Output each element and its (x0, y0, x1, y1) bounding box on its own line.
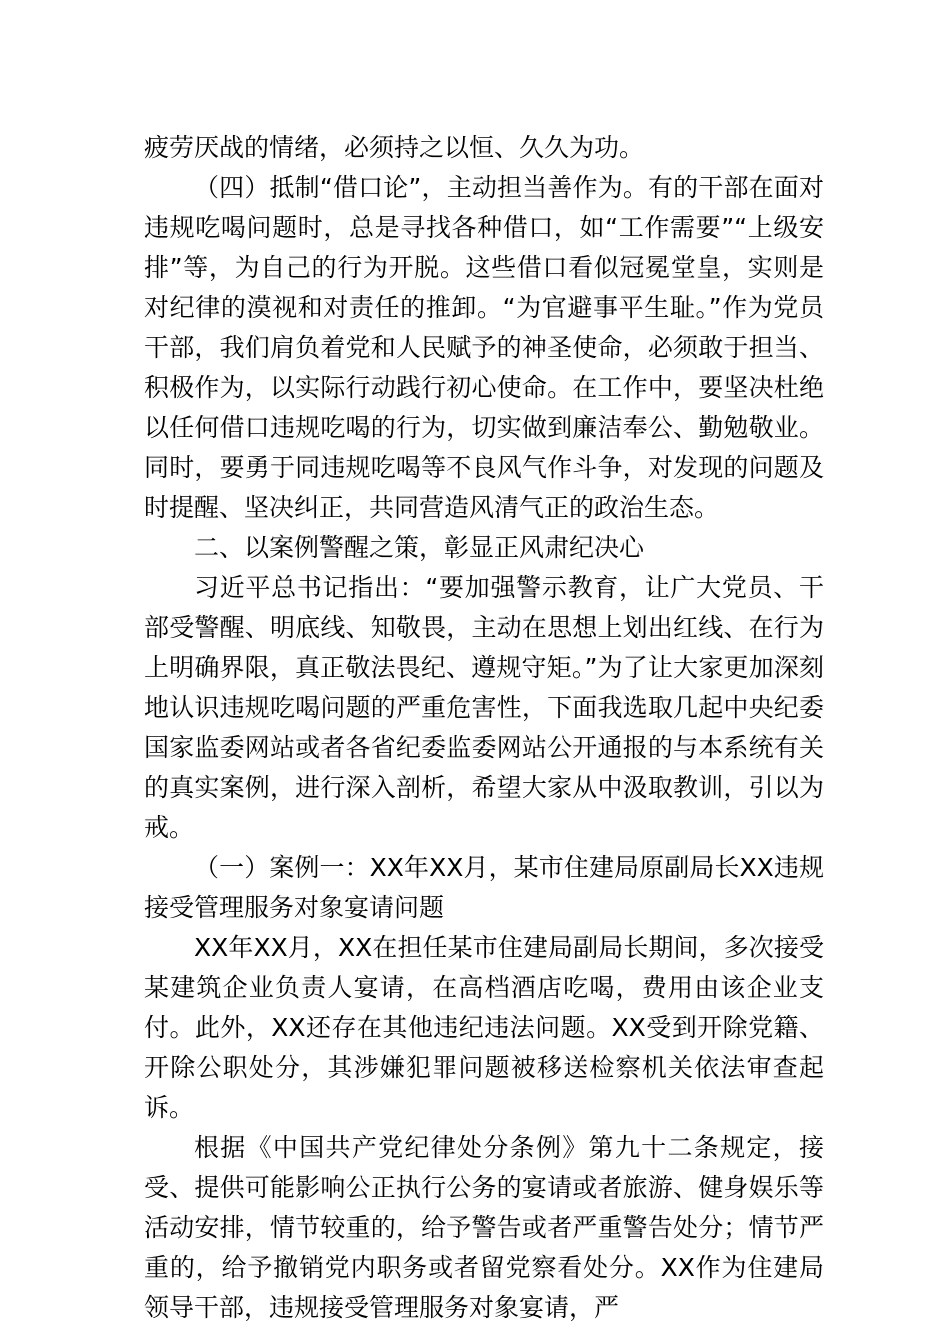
case-one-analysis: 根据《中国共产党纪律处分条例》第九十二条规定，接受、提供可能影响公正执行公务的宴请或者旅游、健身娱乐等活动安排，情节较重的，给予警告或者严重警告处分；情节严重的，给予撤销党内职务或者留党察看处分。XX作为住建局领导干部，违规接受管理服务对象宴请，严 (144, 1133, 824, 1322)
document-page (144, 128, 824, 1328)
case-one-heading: （一）案例一：XX年XX月，某市住建局原副局长XX违规接受管理服务对象宴请问题 (144, 853, 824, 922)
paragraph-quote-intro: 习近平总书记指出：“要加强警示教育，让广大党员、干部受警醒、明底线、知敬畏，主动在思想上划出红线、在行为上明确界限，真正敬法畏纪、遵规守矩。”为了让大家更加深刻地认识违规吃喝问题的严重危害性，下面我选取几起中央纪委国家监委网站或者各省纪委监委网站公开通报的与本系统有关的真实案例，进行深入剖析，希望大家从中汲取教训，引以为戒。 (144, 573, 824, 842)
case-one-facts: XX年XX月，XX在担任某市住建局副局长期间，多次接受某建筑企业负责人宴请，在高档酒店吃喝，费用由该企业支付。此外，XX还存在其他违纪违法问题。XX受到开除党籍、开除公职处分，其涉嫌犯罪问题被移送检察机关依法审查起诉。 (144, 933, 824, 1122)
paragraph-continuation: 疲劳厌战的情绪，必须持之以恒、久久为功。 (144, 133, 645, 162)
paragraph-section-four: （四）抵制“借口论”，主动担当善作为。有的干部在面对违规吃喝问题时，总是寻找各种借口，如“工作需要”“上级安排”等，为自己的行为开脱。这些借口看似冠冕堂皇，实则是对纪律的漠视和对责任的推卸。“为官避事平生耻。”作为党员干部，我们肩负着党和人民赋予的神圣使命，必须敢于担当、积极作为，以实际行动践行初心使命。在工作中，要坚决杜绝以任何借口违规吃喝的行为，切实做到廉洁奉公、勤勉敬业。同时，要勇于同违规吃喝等不良风气作斗争，对发现的问题及时提醒、坚决纠正，共同营造风清气正的政治生态。 (144, 173, 824, 522)
section-heading-two: 二、以案例警醒之策，彰显正风肃纪决心 (194, 533, 645, 562)
